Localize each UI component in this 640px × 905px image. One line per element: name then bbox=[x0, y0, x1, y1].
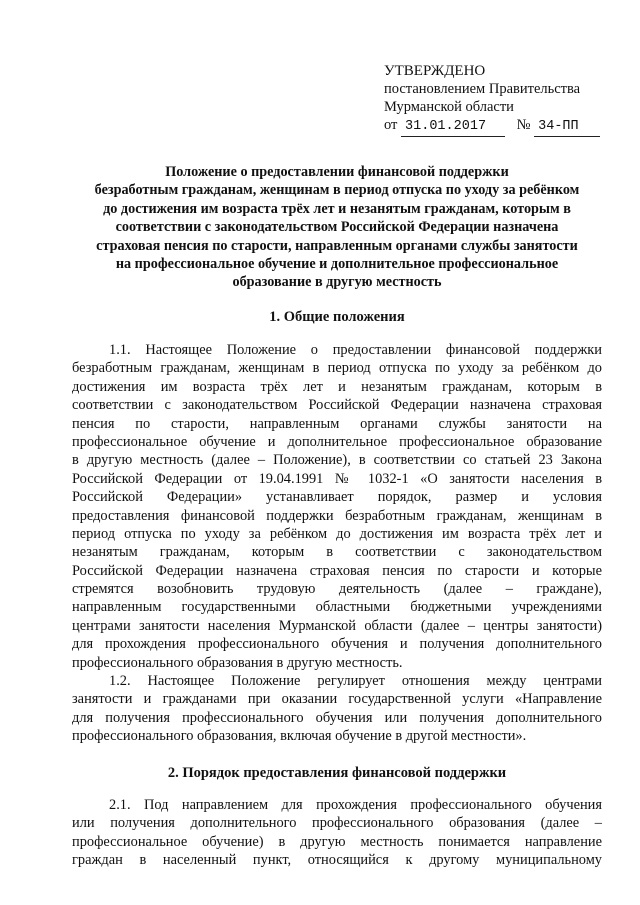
approval-number-label: № bbox=[516, 117, 531, 133]
title-line: соответствии с законодательством Российской Федерации назначена bbox=[115, 219, 559, 236]
paragraph-line: в другую местность (далее – Положение), в соответствии со статьей 23 Закона bbox=[72, 452, 602, 469]
paragraph-line: граждан в населенный пункт, относящийся к другому муниципальному bbox=[72, 852, 602, 869]
document-title bbox=[72, 163, 602, 292]
approval-from-label: от bbox=[384, 117, 398, 133]
paragraph-1-2 bbox=[72, 672, 602, 746]
paragraph-line: профессионального образования, включая обучение в другой местности». bbox=[72, 728, 527, 745]
title-line: на профессиональное обучение и дополнительное профессиональное bbox=[115, 256, 559, 273]
paragraph-line: Российской Федерации от 19.04.1991 № 1032-1 «О занятости населения в bbox=[72, 470, 602, 487]
paragraph-1-1 bbox=[72, 341, 602, 672]
paragraph-2-1 bbox=[72, 796, 602, 870]
paragraph-line: профессиональное обучение) в другую местность понимается направление bbox=[72, 833, 602, 850]
paragraph-line: профессионального образования в другую местность. bbox=[72, 654, 403, 671]
paragraph-line: незанятым гражданам, которым в соответствии с законодательством bbox=[72, 544, 602, 561]
paragraph-line: для получения профессионального обучения или получения дополнительного bbox=[72, 709, 602, 726]
section-2-heading: 2. Порядок предоставления финансовой поддержки bbox=[167, 765, 507, 781]
approval-date-line bbox=[384, 116, 614, 137]
paragraph-line: профессиональное обучение и дополнительное профессиональное образование bbox=[72, 433, 602, 450]
paragraph-line: достижения им возраста трёх лет и незанятым гражданам, которым в bbox=[72, 378, 602, 395]
paragraph-line: предоставления финансовой поддержки безработным гражданам, женщинам в bbox=[72, 507, 602, 524]
approval-date: 31.01.2017 bbox=[401, 118, 505, 137]
paragraph-line: направленным государственными областными бюджетными учреждениями bbox=[72, 599, 602, 616]
paragraph-line: занятости и гражданами при оказании государственной услуги «Направление bbox=[72, 691, 602, 708]
approval-status: УТВЕРЖДЕНО bbox=[384, 63, 486, 79]
approval-line-2: Мурманской области bbox=[384, 99, 514, 115]
approval-number: 34-ПП bbox=[534, 118, 600, 137]
paragraph-line: период отпуска по уходу за ребёнком до достижения им возраста трёх лет и bbox=[72, 525, 602, 542]
paragraph-line: безработным гражданам, женщинам в период отпуска по уходу за ребёнком до bbox=[72, 360, 602, 377]
paragraph-line: 1.1. Настоящее Положение о предоставлении финансовой поддержки bbox=[109, 342, 602, 358]
approval-block bbox=[384, 62, 614, 137]
title-line: до достижения им возраста трёх лет и незанятым гражданам, которым в bbox=[103, 200, 571, 217]
section-1-heading: 1. Общие положения bbox=[269, 309, 405, 325]
paragraph-line: соответствии с законодательством Российской Федерации назначена страховая bbox=[72, 397, 602, 414]
title-line: безработным гражданам, женщинам в период отпуска по уходу за ребёнком bbox=[94, 182, 580, 199]
paragraph-line: для прохождения профессионального обучения и получения дополнительного bbox=[72, 636, 602, 653]
paragraph-line: центрами занятости населения Мурманской области (далее – центры занятости) bbox=[72, 617, 602, 634]
paragraph-line: 2.1. Под направлением для прохождения профессионального обучения bbox=[109, 797, 602, 813]
paragraph-line: 1.2. Настоящее Положение регулирует отношения между центрами bbox=[109, 673, 602, 689]
title-line: страховая пенсия по старости, направленным органами службы занятости bbox=[96, 237, 578, 254]
title-line: образование в другую местность bbox=[232, 274, 442, 291]
paragraph-line: Российской Федерации назначена страховая пенсия по старости и которые bbox=[72, 562, 602, 579]
title-line: Положение о предоставлении финансовой поддержки bbox=[165, 164, 509, 180]
paragraph-line: стремятся возобновить трудовую деятельность (далее – граждане), bbox=[72, 581, 602, 598]
paragraph-line: или получения дополнительного профессионального образования (далее – bbox=[72, 815, 602, 832]
approval-line-1: постановлением Правительства bbox=[384, 81, 581, 97]
paragraph-line: пенсия по старости, направленным органами службы занятости на bbox=[72, 415, 602, 432]
paragraph-line: Российской Федерации» устанавливает порядок, размер и условия bbox=[72, 489, 602, 506]
